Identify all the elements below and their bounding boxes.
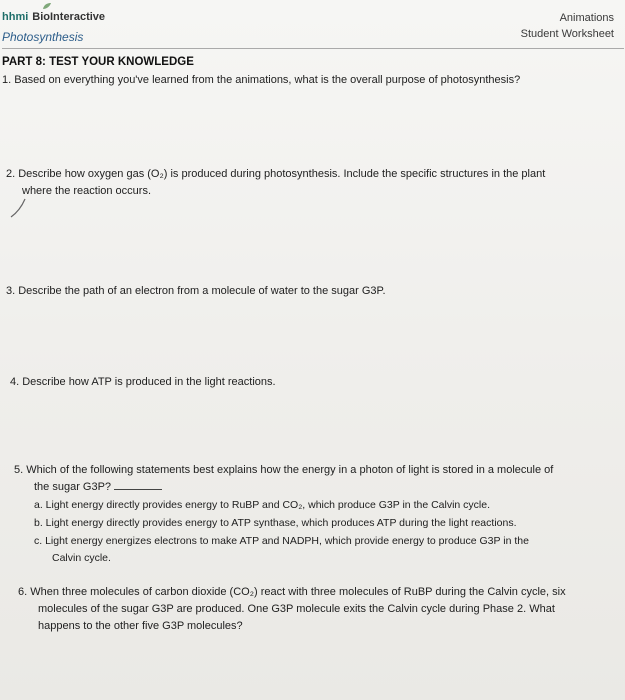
- question-5-line-1: 5. Which of the following statements best explains how the energy in a photon of light is stored in a molecule of: [14, 464, 554, 476]
- leaf-icon: [42, 2, 52, 10]
- header-divider: [2, 48, 624, 49]
- question-5-line-2-text: the sugar G3P?: [34, 481, 112, 493]
- brand-name: BioInteractive: [32, 11, 106, 23]
- question-5-line-2: [34, 479, 162, 495]
- org-name: hhmi: [2, 11, 29, 23]
- question-4: 4. Describe how ATP is produced in the light reactions.: [10, 376, 276, 388]
- brand-logo: [2, 11, 105, 23]
- question-3: 3. Describe the path of an electron from a molecule of water to the sugar G3P.: [6, 285, 386, 297]
- question-1: 1. Based on everything you've learned from the animations, what is the overall purpose of photosynthesis?: [2, 74, 521, 86]
- question-6-line-1: 6. When three molecules of carbon dioxide (CO₂) react with three molecules of RuBP during the Calvin cycle, six: [18, 586, 566, 598]
- question-2-line-2: where the reaction occurs.: [22, 185, 152, 197]
- part-title: PART 8: TEST YOUR KNOWLEDGE: [2, 56, 194, 68]
- question-6-line-2: molecules of the sugar G3P are produced. One G3P molecule exits the Calvin cycle during Phase 2. What: [38, 603, 555, 615]
- option-c-line-1: c. Light energy energizes electrons to make ATP and NADPH, which provide energy to produce G3P in the: [34, 535, 529, 547]
- option-c-line-2: Calvin cycle.: [52, 552, 111, 564]
- worksheet-subtitle: Student Worksheet: [520, 28, 614, 40]
- answer-blank[interactable]: [114, 479, 162, 490]
- question-6-line-3: happens to the other five G3P molecules?: [38, 620, 243, 632]
- option-b: b. Light energy directly provides energy to ATP synthase, which produces ATP during the light reactions.: [34, 517, 517, 529]
- question-2-line-1: 2. Describe how oxygen gas (O₂) is produced during photosynthesis. Include the specific structures in the plant: [6, 168, 546, 180]
- worksheet-type: Animations: [559, 12, 614, 24]
- worksheet-topic: Photosynthesis: [2, 30, 84, 44]
- worksheet-header: [2, 6, 620, 46]
- pen-stroke-mark: [8, 197, 28, 219]
- option-a: a. Light energy directly provides energy to RuBP and CO₂, which produce G3P in the Calvin cycle.: [34, 499, 491, 511]
